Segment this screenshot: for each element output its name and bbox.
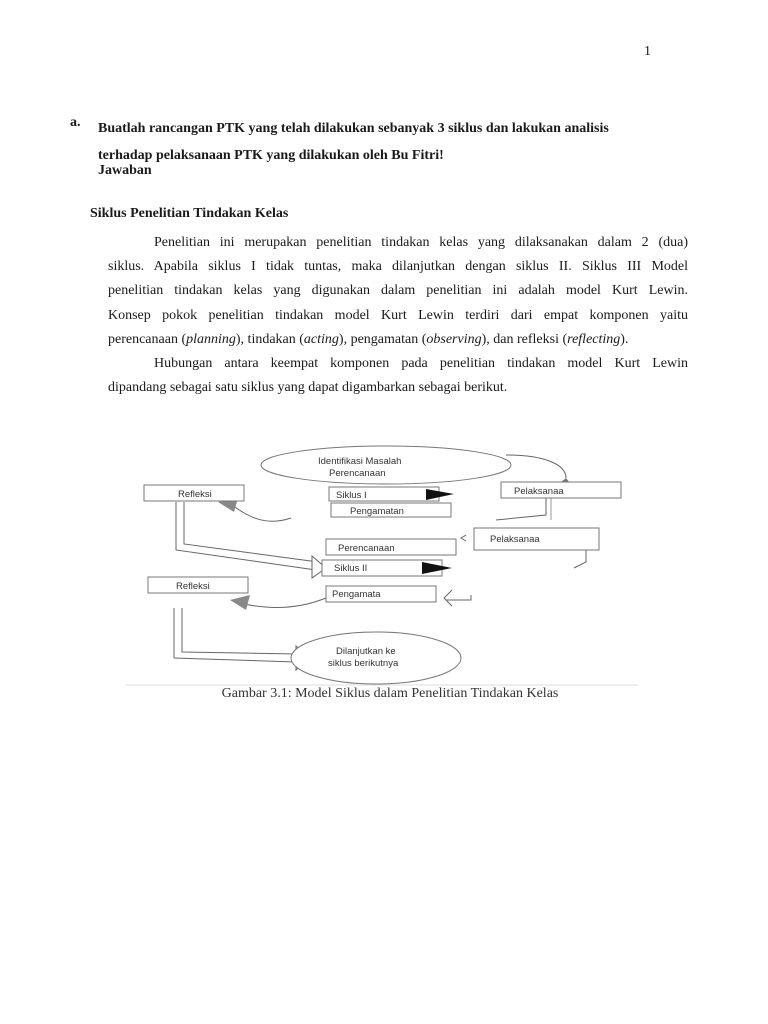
siklus-1-marker xyxy=(426,489,454,500)
question-line-2: terhadap pelaksanaan PTK yang dilakukan oleh Bu Fitri! xyxy=(98,148,444,163)
arrowhead-small xyxy=(461,535,466,541)
arrow-from-refleksi-1 xyxy=(176,502,316,570)
text-run: perencanaan ( xyxy=(108,331,187,347)
pengamatan-label-2: Pengamata xyxy=(332,589,381,600)
text-run: ), pengamatan ( xyxy=(338,331,427,347)
arrow-to-refleksi-2 xyxy=(236,598,326,608)
arrowhead xyxy=(230,595,250,610)
top-ellipse-label: Identifikasi Masalah xyxy=(318,456,402,467)
paragraph-2-line-1: Hubungan antara keempat komponen pada penelitian tindakan model Kurt Lewin xyxy=(154,355,688,371)
section-heading: Siklus Penelitian Tindakan Kelas xyxy=(90,206,289,221)
arrow-to-pengamatan-1 xyxy=(496,498,546,520)
arrowhead-small xyxy=(444,590,452,606)
figure-caption: Gambar 3.1: Model Siklus dalam Penelitian Tindakan Kelas xyxy=(221,686,559,701)
paragraph-1-line-5 xyxy=(108,328,688,352)
question-text xyxy=(98,115,688,169)
paragraph-1-line-4: Konsep pokok penelitian tindakan model Kurt Lewin terdiri dari empat komponen yaitu xyxy=(108,307,688,323)
refleksi-label-1: Refleksi xyxy=(178,489,212,500)
refleksi-label-2: Refleksi xyxy=(176,581,210,592)
perencanaan-label-2: Perencanaan xyxy=(338,543,395,554)
term-acting: acting xyxy=(303,331,339,347)
term-reflecting: reflecting xyxy=(567,331,621,347)
arrow-to-pelaksanaan-1 xyxy=(506,455,566,478)
arrow-to-next-cycle-edge xyxy=(182,608,296,654)
term-planning: planning xyxy=(186,331,236,347)
text-run: ), dan refleksi ( xyxy=(481,331,568,347)
bottom-ellipse-label: siklus berikutnya xyxy=(328,658,399,669)
text-run: ), tindakan ( xyxy=(235,331,304,347)
arrow-to-pengamatan-2 xyxy=(446,595,471,600)
question-marker: a. xyxy=(70,115,81,130)
bottom-ellipse-label: Dilanjutkan ke xyxy=(336,646,396,657)
pengamatan-label-1: Pengamatan xyxy=(350,506,404,517)
pelaksanaan-label-2: Pelaksanaa xyxy=(490,534,540,545)
text-run: ). xyxy=(620,331,629,347)
paragraph-2-line-2: dipandang sebagai satu siklus yang dapat digambarkan sebagai berikut. xyxy=(108,380,508,396)
question-line-1: Buatlah rancangan PTK yang telah dilakukan sebanyak 3 siklus dan lakukan analisis xyxy=(98,121,609,136)
siklus-1-label: Siklus I xyxy=(336,490,367,501)
pelaksanaan-label-1: Pelaksanaa xyxy=(514,486,564,497)
paragraph-1-line-3: penelitian tindakan kelas yang digunakan dalam penelitian ini adalah model Kurt Lewin. xyxy=(108,283,688,299)
answer-label: Jawaban xyxy=(98,163,152,178)
paragraph-1-line-2: siklus. Apabila siklus I tidak tuntas, maka dilanjutkan dengan siklus II. Siklus III Model xyxy=(108,259,688,275)
top-ellipse-label: Perencanaan xyxy=(329,468,386,479)
body-text xyxy=(108,231,688,400)
arrow-from-refleksi-1-edge xyxy=(184,502,318,562)
siklus-2-label: Siklus II xyxy=(334,563,368,574)
paragraph-1-line-1: Penelitian ini merupakan penelitian tindakan kelas yang dilaksanakan dalam 2 (dua) xyxy=(154,235,688,250)
page-number: 1 xyxy=(644,44,651,59)
term-observing: observing xyxy=(426,331,482,347)
lewin-cycle-diagram xyxy=(126,440,638,686)
